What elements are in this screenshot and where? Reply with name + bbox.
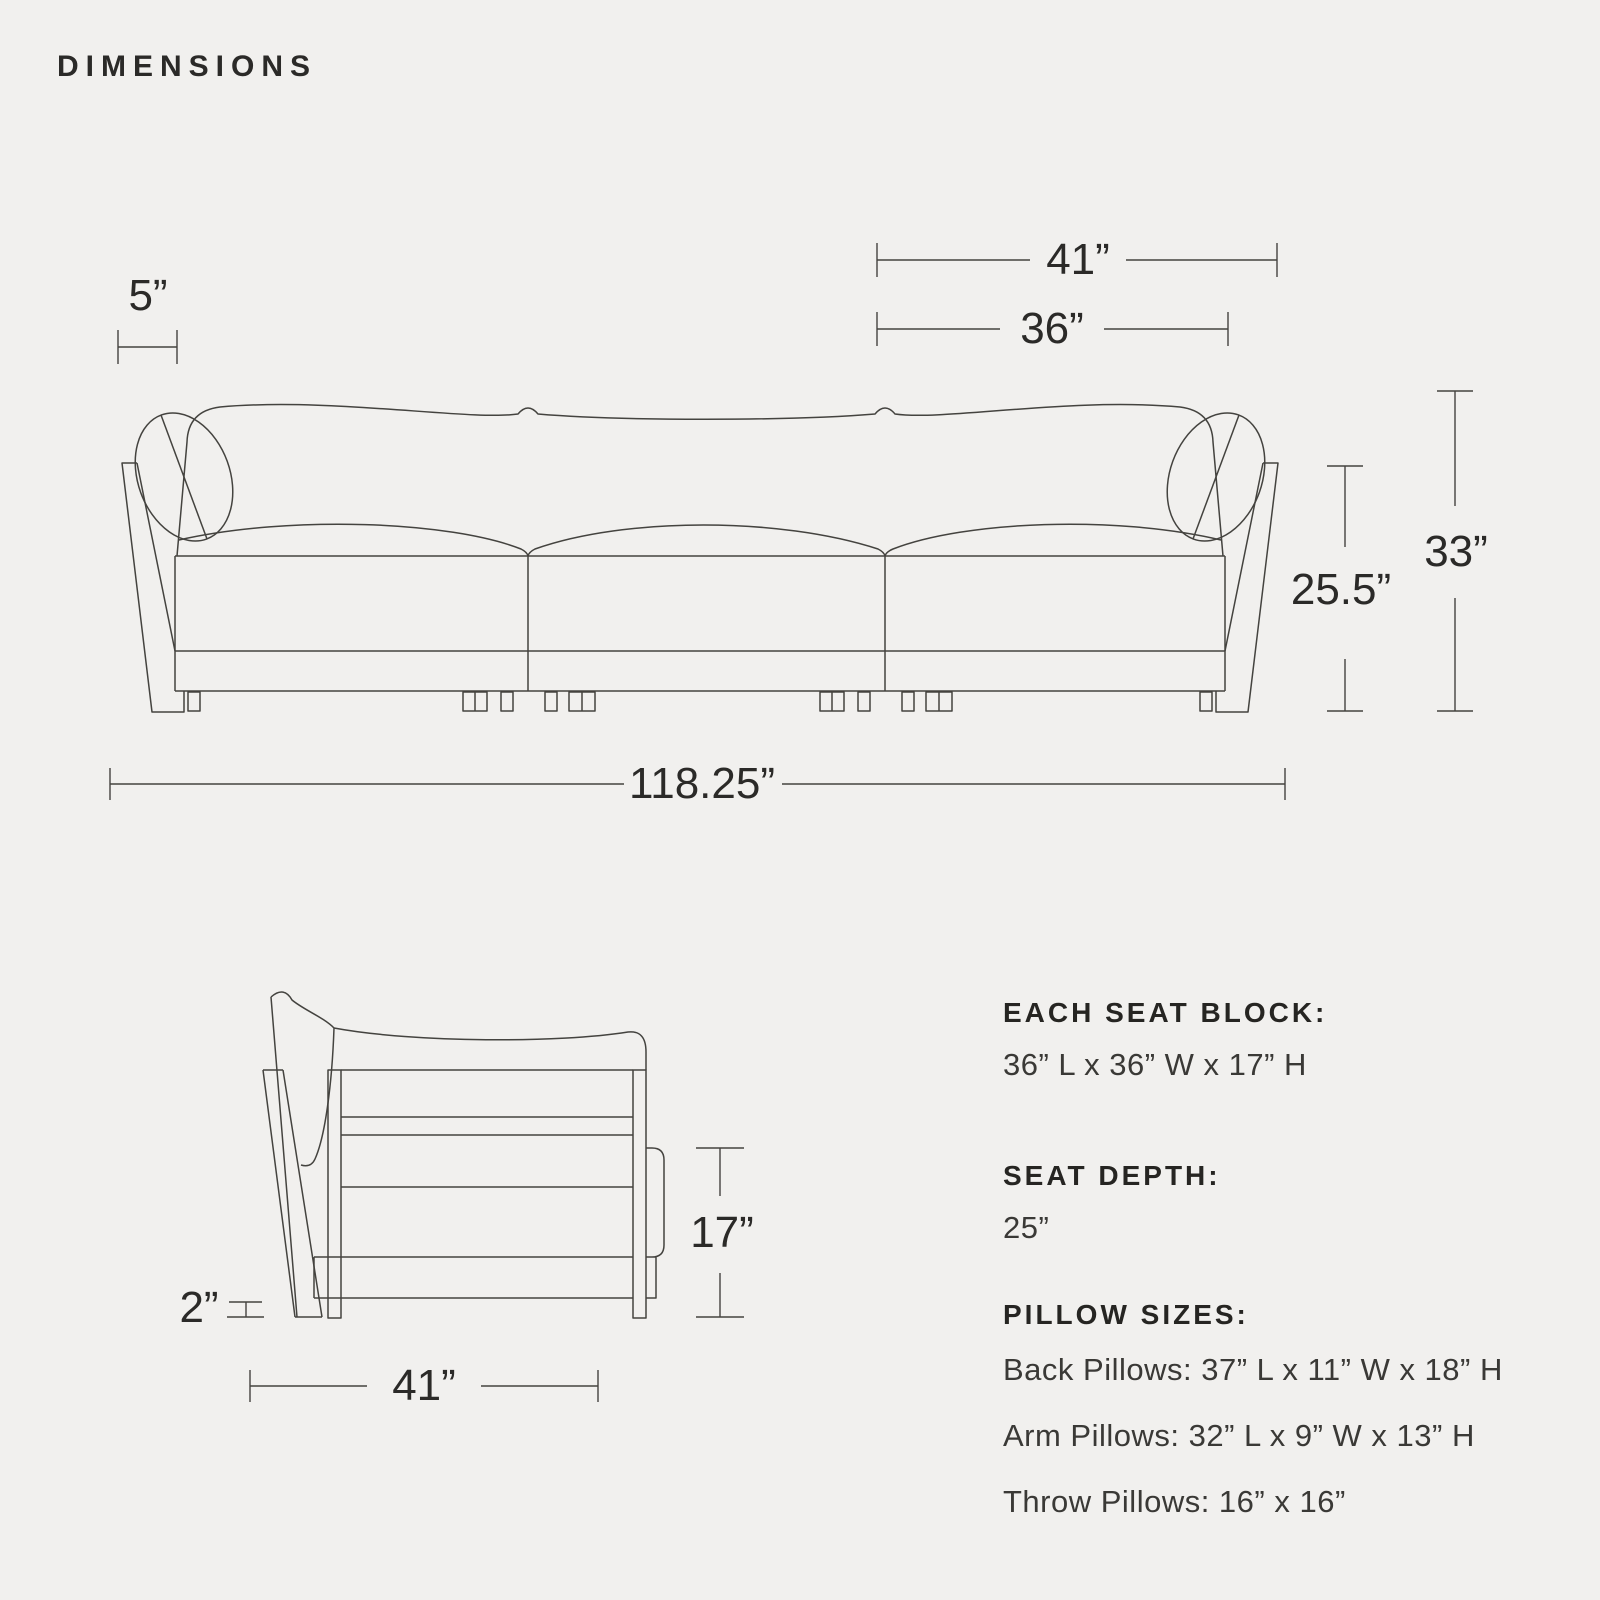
side-arm <box>271 992 334 1317</box>
front-legs <box>188 692 1212 711</box>
pillow-sizes-heading: PILLOW SIZES: <box>1003 1299 1249 1330</box>
sofa-front-view-drawing <box>118 399 1282 712</box>
dim-module-width <box>877 304 1228 353</box>
dim-arm-width <box>118 271 177 364</box>
dim-module-with-arm-width <box>877 235 1277 284</box>
front-module-seams <box>528 556 885 691</box>
dim-module-width-label: 36” <box>1020 304 1084 353</box>
dim-depth-label: 41” <box>392 1361 456 1410</box>
dim-back-height <box>1291 466 1391 711</box>
dim-leg-height-label: 2” <box>179 1283 219 1332</box>
seat-depth-heading: SEAT DEPTH: <box>1003 1160 1221 1191</box>
dim-overall-width <box>110 759 1285 808</box>
dim-depth <box>250 1361 598 1410</box>
seat-depth-value: 25” <box>1003 1210 1050 1245</box>
side-seat-cushion <box>646 1148 664 1298</box>
seat-block-heading: EACH SEAT BLOCK: <box>1003 997 1328 1028</box>
seat-block-side-view-drawing <box>263 992 664 1318</box>
front-backrest-outline <box>177 405 1223 556</box>
dim-overall-height <box>1424 391 1488 711</box>
page-title: DIMENSIONS <box>57 50 318 83</box>
side-top-cushion <box>334 1028 646 1070</box>
dim-seat-height <box>690 1148 754 1317</box>
front-right-arm-pillow <box>1150 399 1282 555</box>
back-pillows-value: Back Pillows: 37” L x 11” W x 18” H <box>1003 1352 1503 1387</box>
arm-pillows-value: Arm Pillows: 32” L x 9” W x 13” H <box>1003 1418 1475 1453</box>
dim-back-height-label: 25.5” <box>1290 565 1392 614</box>
dim-leg-height <box>179 1283 264 1332</box>
dim-overall-width-label: 118.25” <box>629 759 775 808</box>
dim-module-with-arm-label: 41” <box>1046 235 1110 284</box>
front-seat-cushion-left <box>179 524 528 556</box>
seat-block-value: 36” L x 36” W x 17” H <box>1003 1047 1307 1082</box>
throw-pillows-value: Throw Pillows: 16” x 16” <box>1003 1484 1346 1519</box>
side-frame <box>314 1070 646 1318</box>
front-seat-cushion-middle <box>528 525 885 556</box>
dim-seat-height-label: 17” <box>690 1208 754 1257</box>
front-seat-face <box>175 556 1225 691</box>
front-seat-cushion-right <box>885 524 1221 556</box>
dim-arm-width-label: 5” <box>128 271 168 320</box>
side-rear-panel <box>263 1070 322 1317</box>
front-view-dimensions <box>110 235 1488 808</box>
dim-overall-height-label: 33” <box>1424 527 1488 576</box>
